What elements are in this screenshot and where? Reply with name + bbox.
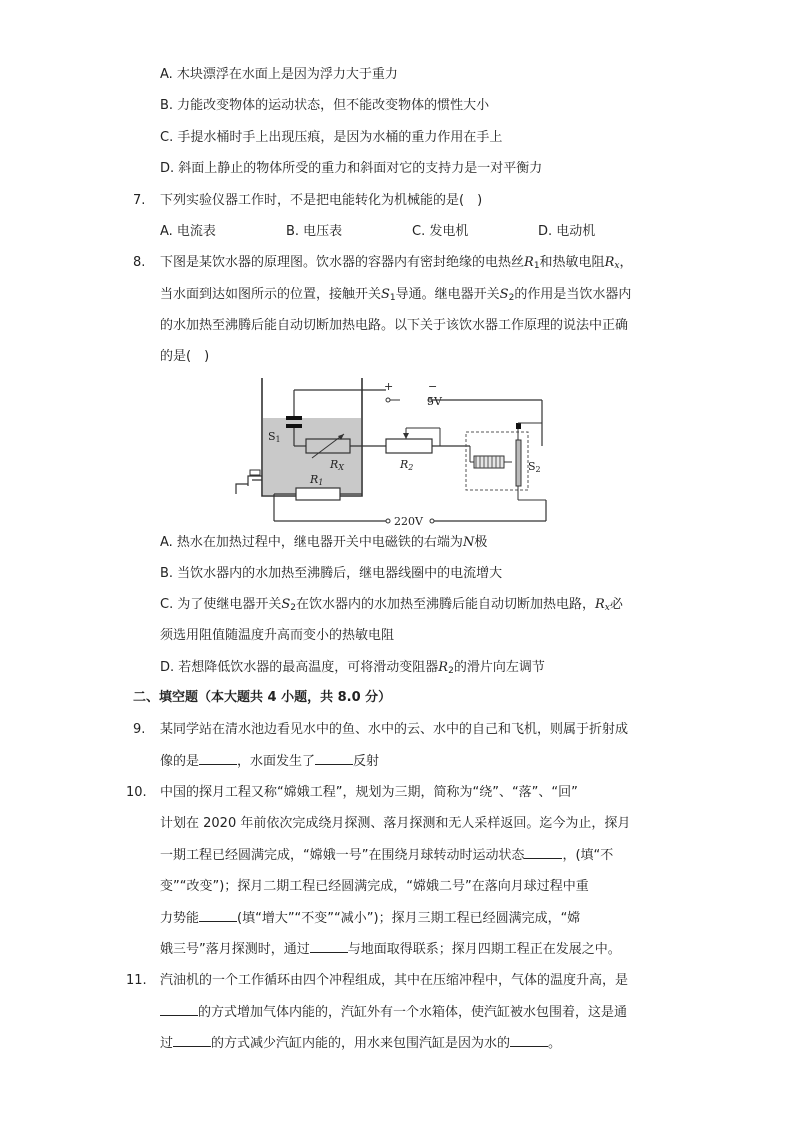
q8-stem-line4: 的是( ) [160,349,210,364]
q11-number: 11. [126,973,147,988]
q10-line5: 力势能 (填“增大”“不变”“减小”)；探月三期工程已经圆满完成，“嫦 [160,911,581,926]
q6-option-c: C. 手提水桶时手上出现压痕，是因为水桶的重力作用在手上 [160,130,503,145]
s1-label: S1 [268,430,281,444]
q10-blank-3[interactable] [310,940,348,953]
r2-label: R2 [400,458,414,472]
q9-blank-2[interactable] [315,752,353,765]
q7-number: 7. [133,193,146,208]
q11-line1: 汽油机的一个工作循环由四个冲程组成，其中在压缩冲程中，气体的温度升高，是 [160,973,629,988]
220v-label: 220V [394,515,423,526]
q11-blank-3[interactable] [510,1034,548,1047]
q6-option-d: D. 斜面上静止的物体所受的重力和斜面对它的支持力是一对平衡力 [160,161,543,176]
q11-line3: 过 的方式减少汽缸内能的，用水来包围汽缸是因为水的 。 [160,1036,562,1051]
q8-stem-line2: 当水面到达如图所示的位置，接触开关$S_1$导通。继电器开关$S_2$的作用是当饮水器内 [160,287,632,303]
q10-line2: 计划在 2020 年前依次完成绕月探测、落月探测和无人采样返回。迄今为止，探月 [160,816,631,831]
q9-blank-1[interactable] [199,752,237,765]
q6-option-b: B. 力能改变物体的运动状态，但不能改变物体的惯性大小 [160,98,490,113]
q11-blank-1[interactable] [160,1003,198,1016]
q9-number: 9. [133,722,146,737]
q10-line3: 一期工程已经圆满完成，“嫦娥一号”在围绕月球转动时运动状态 ，(填“不 [160,848,614,863]
q8-stem-line1: 下图是某饮水器的原理图。饮水器的容器内有密封绝缘的电热丝$R_1$和热敏电阻$R_x$， [160,255,633,271]
q7-option-b: B. 电压表 [286,224,343,239]
q11-line2: 的方式增加气体内能的，汽缸外有一个水箱体，使汽缸被水包围着，这是通 [160,1003,627,1022]
r1-label: R1 [310,473,324,487]
q9-line2: 像的是 ，水面发生了 反射 [160,754,380,769]
q6-option-a: A. 木块漂浮在水面上是因为浮力大于重力 [160,67,398,82]
q11-blank-2[interactable] [173,1034,211,1047]
q9-line1: 某同学站在清水池边看见水中的鱼、水中的云、水中的自己和飞机，则属于折射成 [160,722,629,737]
minus-terminal: − [428,380,438,393]
section-fill-in-title: 二、填空题（本大题共 4 小题，共 8.0 分） [133,690,392,705]
q8-number: 8. [133,255,146,270]
water-dispenser-circuit-diagram [230,376,570,526]
rx-label: RX [330,458,344,472]
q10-number: 10. [126,785,147,800]
q10-blank-1[interactable] [524,846,562,859]
s2-label: S2 [528,460,541,474]
q7-option-c: C. 发电机 [412,224,469,239]
q7-option-d: D. 电动机 [538,224,596,239]
q8-option-c: C. 为了使继电器开关$S_2$在饮水器内的水加热至沸腾后能自动切断加热电路，$R_x$必 [160,597,623,613]
q10-line1: 中国的探月工程又称“嫦娥工程”，规划为三期，简称为“绕”、“落”、“回” [160,785,578,800]
q7-stem: 下列实验仪器工作时，不是把电能转化为机械能的是( ) [160,193,483,208]
q7-option-a: A. 电流表 [160,224,216,239]
q10-line6: 娥三号”落月探测时，通过 与地面取得联系；探月四期工程正在发展之中。 [160,942,621,957]
q8-option-c-line2: 须选用阻值随温度升高而变小的热敏电阻 [160,628,395,643]
q10-line4: 变”“改变”)；探月二期工程已经圆满完成，“嫦娥二号”在落向月球过程中重 [160,879,589,894]
q8-option-b: B. 当饮水器内的水加热至沸腾后，继电器线圈中的电流增大 [160,566,503,581]
plus-terminal: + [384,380,394,393]
5v-label: 5V [427,395,442,408]
q8-option-a: A. 热水在加热过程中，继电器开关中电磁铁的右端为N极 [160,535,488,550]
q10-blank-2[interactable] [199,909,237,922]
q8-option-d: D. 若想降低饮水器的最高温度，可将滑动变阻器$R_2$的滑片向左调节 [160,660,545,676]
q8-stem-line3: 的水加热至沸腾后能自动切断加热电路。以下关于该饮水器工作原理的说法中正确 [160,318,629,333]
